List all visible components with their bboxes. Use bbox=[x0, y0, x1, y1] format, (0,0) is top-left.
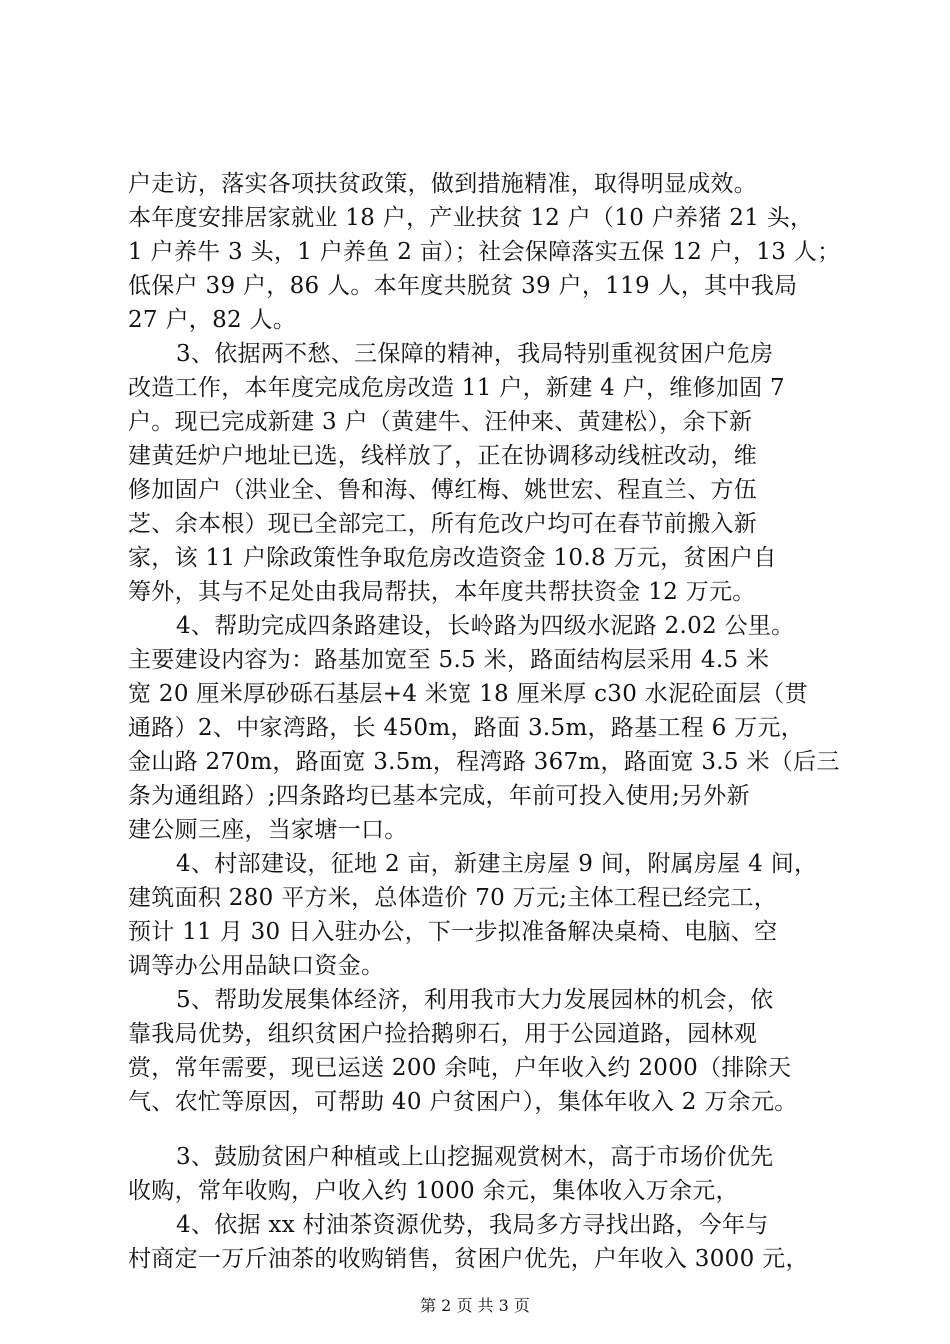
text-line: 1 户养牛 3 头，1 户养鱼 2 亩）；社会保障落实五保 12 户，13 人； bbox=[128, 239, 841, 265]
text-line: 通路）2、中家湾路，长 450m，路面 3.5m，路基工程 6 万元， bbox=[128, 715, 805, 741]
text-line: 5、帮助发展集体经济，利用我市大力发展园林的机会，依 bbox=[176, 987, 774, 1013]
text-line: 3、鼓励贫困户种植或上山挖掘观赏树木，高于市场价优先 bbox=[176, 1144, 774, 1170]
text-line: 低保户 39 户，86 人。本年度共脱贫 39 户，119 人，其中我局 bbox=[128, 273, 798, 299]
text-line: 宽 20 厘米厚砂砾石基层+4 米宽 18 厘米厚 c30 水泥砼面层（贯 bbox=[128, 681, 808, 707]
text-line: 调等办公用品缺口资金。 bbox=[128, 953, 385, 979]
text-line: 主要建设内容为：路基加宽至 5.5 米，路面结构层采用 4.5 米 bbox=[128, 647, 770, 673]
text-line: 村商定一万斤油茶的收购销售，贫困户优先，户年收入 3000 元， bbox=[128, 1246, 809, 1272]
page-number-footer: 第 2 页 共 3 页 bbox=[420, 1296, 530, 1315]
text-line: 建筑面积 280 平方米，总体造价 70 万元;主体工程已经完工， bbox=[128, 885, 778, 911]
text-line: 27 户，82 人。 bbox=[128, 307, 297, 333]
text-line: 筹外，其与不足处由我局帮扶，本年度共帮扶资金 12 万元。 bbox=[128, 579, 756, 605]
text-line: 改造工作，本年度完成危房改造 11 户，新建 4 户，维修加固 7 bbox=[128, 375, 785, 401]
text-line: 芝、余本根）现已全部完工，所有危改户均可在春节前搬入新 bbox=[128, 511, 758, 537]
text-line: 4、依据 xx 村油茶资源优势，我局多方寻找出路，今年与 bbox=[176, 1212, 769, 1238]
text-line: 靠我局优势，组织贫困户捡拾鹅卵石，用于公园道路，园林观 bbox=[128, 1021, 758, 1047]
text-line: 修加固户（洪业全、鲁和海、傅红梅、姚世宏、程直兰、方伍 bbox=[128, 477, 758, 503]
text-line: 预计 11 月 30 日入驻办公，下一步拟准备解决桌椅、电脑、空 bbox=[128, 919, 778, 945]
text-line: 家，该 11 户除政策性争取危房改造资金 10.8 万元，贫困户自 bbox=[128, 545, 777, 571]
text-line: 建公厕三座，当家塘一口。 bbox=[128, 817, 408, 843]
text-line: 户。现已完成新建 3 户（黄建牛、汪仲来、黄建松），余下新 bbox=[128, 409, 753, 435]
text-line: 条为通组路）;四条路均已基本完成，年前可投入使用;另外新 bbox=[128, 783, 750, 809]
text-line: 户走访，落实各项扶贫政策，做到措施精准，取得明显成效。 bbox=[128, 171, 758, 197]
text-line: 气、农忙等原因，可帮助 40 户贫困户），集体年收入 2 万余元。 bbox=[128, 1089, 798, 1115]
text-line: 建黄廷炉户地址已选，线样放了，正在协调移动线桩改动，维 bbox=[128, 443, 758, 469]
text-line: 赏，常年需要，现已运送 200 余吨，户年收入约 2000（排除天 bbox=[128, 1055, 792, 1081]
text-line: 本年度安排居家就业 18 户，产业扶贫 12 户（10 户养猪 21 头， bbox=[128, 205, 814, 231]
text-line: 4、村部建设，征地 2 亩，新建主房屋 9 间，附属房屋 4 间， bbox=[176, 851, 818, 877]
text-line: 金山路 270m，路面宽 3.5m，程湾路 367m，路面宽 3.5 米（后三 bbox=[128, 749, 840, 775]
text-line: 收购，常年收购，户收入约 1000 余元，集体收入万余元， bbox=[128, 1178, 739, 1204]
text-line: 4、帮助完成四条路建设，长岭路为四级水泥路 2.02 公里。 bbox=[176, 613, 795, 639]
text-line: 3、依据两不愁、三保障的精神，我局特别重视贫困户危房 bbox=[176, 341, 774, 367]
